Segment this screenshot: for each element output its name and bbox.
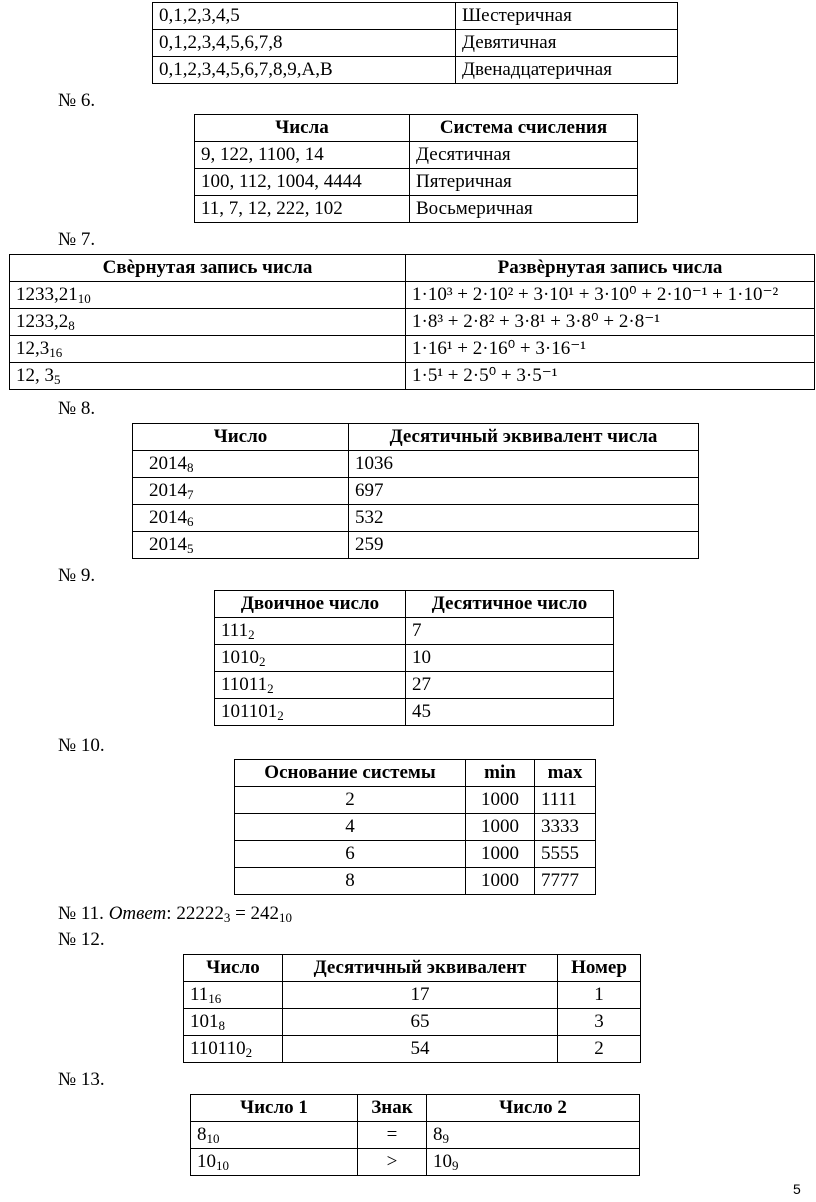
- number-base: 5: [54, 372, 61, 387]
- number-value: 2014: [149, 534, 187, 555]
- table-row: [184, 1009, 641, 1036]
- number-base: 8: [187, 460, 194, 475]
- number-cell: [10, 282, 406, 309]
- table-row: [153, 3, 678, 30]
- number-base: 10: [206, 1131, 220, 1146]
- col-header: Система счисления: [410, 115, 638, 142]
- decimal-cell: 45: [406, 699, 614, 726]
- binary-value: 111: [221, 620, 249, 641]
- number-value: 2014: [149, 453, 187, 474]
- system-cell: Двенадцатеричная: [456, 57, 678, 84]
- answer-right-base: 10: [279, 910, 293, 925]
- table-task-12: [183, 954, 641, 1063]
- min-cell: 1000: [466, 841, 535, 868]
- number-cell: [184, 982, 283, 1009]
- number-cell: [10, 363, 406, 390]
- number-cell: [184, 1009, 283, 1036]
- number-base: 6: [187, 514, 194, 529]
- base-cell: 8: [235, 868, 466, 895]
- table-row: [10, 336, 815, 363]
- binary-cell: [215, 699, 406, 726]
- table-header-row: [184, 955, 641, 982]
- table-row: [191, 1149, 640, 1176]
- table-row: [133, 505, 699, 532]
- table-row: [195, 142, 638, 169]
- task-6-label: № 6.: [58, 90, 96, 111]
- number-value: 1233,2: [16, 311, 69, 332]
- system-cell: Восьмеричная: [410, 196, 638, 223]
- decimal-cell: 17: [283, 982, 558, 1009]
- number-base: 16: [208, 991, 222, 1006]
- system-cell: Пятеричная: [410, 169, 638, 196]
- max-cell: 1111: [535, 787, 596, 814]
- table-task-9: [214, 590, 614, 726]
- table-row: [184, 1036, 641, 1063]
- system-cell: Десятичная: [410, 142, 638, 169]
- col-header: Двоичное число: [215, 591, 406, 618]
- number-base: 2: [267, 681, 274, 696]
- answer-left-base: 3: [223, 910, 231, 925]
- table-row: [133, 532, 699, 559]
- base-cell: 4: [235, 814, 466, 841]
- table-task-6: [194, 114, 638, 223]
- task-8-label: № 8.: [58, 398, 96, 419]
- answer-right: 242: [250, 903, 280, 924]
- task-11-label: № 11.: [58, 903, 104, 924]
- col-header: Свѐрнутая запись числа: [10, 255, 406, 282]
- table-row: [235, 841, 596, 868]
- task-10-label: № 10.: [58, 735, 105, 756]
- number-value: 8: [197, 1124, 207, 1145]
- rank-cell: 3: [558, 1009, 641, 1036]
- max-cell: 5555: [535, 841, 596, 868]
- table-row: [184, 982, 641, 1009]
- expanded-cell: 1·16¹ + 2·16⁰ + 3·16⁻¹: [406, 336, 815, 363]
- system-cell: Шестеричная: [456, 3, 678, 30]
- task-12-label: № 12.: [58, 929, 105, 950]
- decimal-cell: 697: [349, 478, 699, 505]
- answer-equals: =: [235, 903, 246, 924]
- digits-cell: 0,1,2,3,4,5: [153, 3, 456, 30]
- col-header: Основание системы: [235, 760, 466, 787]
- number-value: 2014: [149, 480, 187, 501]
- number-base: 2: [277, 708, 284, 723]
- number-cell: [184, 1036, 283, 1063]
- number-cell: [133, 532, 349, 559]
- number-value: 11: [190, 984, 209, 1005]
- col-header: Номер: [558, 955, 641, 982]
- table-row: [191, 1122, 640, 1149]
- number-cell: [133, 505, 349, 532]
- answer-left: 22222: [176, 903, 224, 924]
- table-header-row: [191, 1095, 640, 1122]
- table-task-10: [234, 759, 596, 895]
- table-digits-systems: [152, 2, 678, 84]
- col-header: Десятичное число: [406, 591, 614, 618]
- number-cell: [10, 309, 406, 336]
- task-9-label: № 9.: [58, 565, 96, 586]
- table-row: [235, 787, 596, 814]
- number-cell: [133, 478, 349, 505]
- number-cell: [133, 451, 349, 478]
- table-row: [195, 169, 638, 196]
- table-row: [215, 672, 614, 699]
- number-value: 12,3: [16, 338, 50, 359]
- table-header-row: [10, 255, 815, 282]
- base-cell: 2: [235, 787, 466, 814]
- expanded-cell: 1·10³ + 2·10² + 3·10¹ + 3·10⁰ + 2·10⁻¹ + 1·10⁻²: [406, 282, 815, 309]
- number-value: 10: [197, 1151, 216, 1172]
- table-row: [153, 30, 678, 57]
- answer-word: Ответ: [108, 903, 167, 924]
- number-1-cell: [191, 1149, 358, 1176]
- rank-cell: 2: [558, 1036, 641, 1063]
- number-cell: [10, 336, 406, 363]
- table-row: [215, 618, 614, 645]
- binary-cell: [215, 672, 406, 699]
- table-header-row: [195, 115, 638, 142]
- number-base: 5: [187, 541, 194, 556]
- col-header: Число: [133, 424, 349, 451]
- rank-cell: 1: [558, 982, 641, 1009]
- decimal-cell: 259: [349, 532, 699, 559]
- number-base: 2: [259, 654, 266, 669]
- numbers-cell: 9, 122, 1100, 14: [195, 142, 410, 169]
- task-11-answer: № 11. Ответ: $22222_3 = 242_{10}$: [58, 903, 293, 925]
- numbers-cell: 100, 112, 1004, 4444: [195, 169, 410, 196]
- numbers-cell: 11, 7, 12, 222, 102: [195, 196, 410, 223]
- max-cell: 7777: [535, 868, 596, 895]
- col-header: Число 2: [427, 1095, 640, 1122]
- binary-value: 11011: [221, 674, 268, 695]
- number-value: 10: [433, 1151, 452, 1172]
- table-header-row: [133, 424, 699, 451]
- col-header: Десятичный эквивалент: [283, 955, 558, 982]
- number-value: 110110: [190, 1038, 246, 1059]
- number-base: 2: [245, 1045, 253, 1060]
- col-header: Знак: [358, 1095, 427, 1122]
- decimal-cell: 7: [406, 618, 614, 645]
- number-base: 9: [452, 1158, 459, 1173]
- expanded-cell: 1·5¹ + 2·5⁰ + 3·5⁻¹: [406, 363, 815, 390]
- number-base: 8: [68, 318, 75, 333]
- system-cell: Девятичная: [456, 30, 678, 57]
- table-row: [10, 282, 815, 309]
- decimal-cell: 1036: [349, 451, 699, 478]
- min-cell: 1000: [466, 787, 535, 814]
- col-header: Число: [184, 955, 283, 982]
- binary-value: 1010: [221, 647, 259, 668]
- col-header: min: [466, 760, 535, 787]
- min-cell: 1000: [466, 868, 535, 895]
- decimal-cell: 54: [283, 1036, 558, 1063]
- min-cell: 1000: [466, 814, 535, 841]
- decimal-cell: 10: [406, 645, 614, 672]
- decimal-cell: 532: [349, 505, 699, 532]
- number-value: 101: [190, 1011, 219, 1032]
- decimal-cell: 27: [406, 672, 614, 699]
- number-value: 2014: [149, 507, 187, 528]
- table-row: [235, 814, 596, 841]
- table-header-row: [235, 760, 596, 787]
- table-row: [215, 699, 614, 726]
- number-base: 10: [216, 1158, 229, 1173]
- sign-cell: =: [358, 1122, 427, 1149]
- number-base: 9: [442, 1131, 449, 1146]
- table-row: [10, 309, 815, 336]
- digits-cell: 0,1,2,3,4,5,6,7,8,9,A,B: [153, 57, 456, 84]
- table-row: [215, 645, 614, 672]
- task-13-label: № 13.: [58, 1069, 105, 1090]
- table-header-row: [215, 591, 614, 618]
- number-2-cell: [427, 1149, 640, 1176]
- number-base: 7: [187, 487, 194, 502]
- base-cell: 6: [235, 841, 466, 868]
- table-row: [235, 868, 596, 895]
- binary-cell: [215, 645, 406, 672]
- number-base: 16: [49, 345, 63, 360]
- expanded-cell: 1·8³ + 2·8² + 3·8¹ + 3·8⁰ + 2·8⁻¹: [406, 309, 815, 336]
- task-7-label: № 7.: [58, 229, 96, 250]
- table-task-8: [132, 423, 699, 559]
- number-base: 2: [248, 627, 255, 642]
- col-header: Развѐрнутая запись числа: [406, 255, 815, 282]
- col-header: Десятичный эквивалент числа: [349, 424, 699, 451]
- binary-cell: [215, 618, 406, 645]
- number-value: 1233,21: [16, 284, 78, 305]
- table-row: [153, 57, 678, 84]
- digits-cell: 0,1,2,3,4,5,6,7,8: [153, 30, 456, 57]
- max-cell: 3333: [535, 814, 596, 841]
- binary-value: 101101: [221, 701, 278, 722]
- table-row: [133, 451, 699, 478]
- number-base: 8: [218, 1018, 225, 1033]
- sign-cell: >: [358, 1149, 427, 1176]
- col-header: Число 1: [191, 1095, 358, 1122]
- table-task-7: [9, 254, 815, 390]
- number-base: 10: [77, 291, 91, 306]
- col-header: Числа: [195, 115, 410, 142]
- table-row: [133, 478, 699, 505]
- number-value: 8: [433, 1124, 443, 1145]
- number-value: 12, 3: [16, 365, 54, 386]
- table-row: [10, 363, 815, 390]
- number-1-cell: [191, 1122, 358, 1149]
- decimal-cell: 65: [283, 1009, 558, 1036]
- number-2-cell: [427, 1122, 640, 1149]
- table-task-13: [190, 1094, 640, 1176]
- page-number: 5: [793, 1181, 801, 1197]
- col-header: max: [535, 760, 596, 787]
- table-row: [195, 196, 638, 223]
